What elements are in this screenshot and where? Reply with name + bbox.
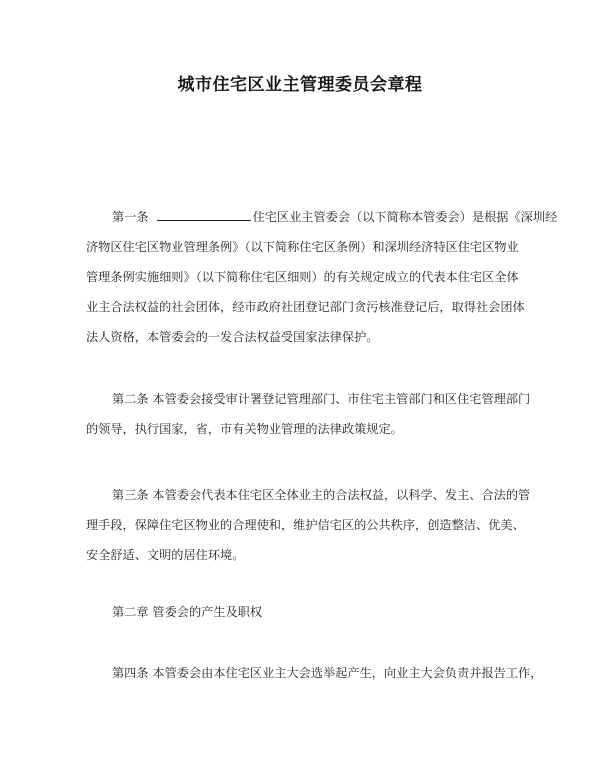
article-2-line-1: 第二条 本管委会接受审计署登记管理部门、市住宅主管部门和区住宅管理部门 — [112, 392, 531, 406]
article-1 — [86, 202, 558, 352]
article-1-line-1-text: 住宅区业主管委会（以下简称本管委会）是根据《深圳经 — [252, 210, 558, 224]
article-1-line-1 — [86, 202, 558, 232]
document-title: 城市住宅区业主管理委员会章程 — [177, 75, 423, 95]
blank-fill-line — [157, 208, 251, 221]
article-4-line-1: 第四条 本管委会由本住宅区业主大会选举起产生，向业主大会负责并报告工作， — [112, 666, 543, 680]
article-3-line-3: 安全舒适、文明的居住环境。 — [86, 548, 245, 562]
article-1-line-3: 管理条例实施细则》（以下简称住宅区细则）的有关规定成立的代表本住宅区全体 — [86, 270, 519, 284]
article-3-line-1: 第三条 本管委会代表本住宅区全体业主的合法权益，以科学、发主、合法的管 — [112, 488, 531, 502]
article-1-line-4: 业主合法权益的社会团体，经市政府社团登记部门贪污核准登记后，取得社会团体 — [86, 300, 525, 314]
article-2 — [86, 384, 531, 444]
article-3-line-2: 理手段，保障住宅区物业的合理使和，维护信宅区的公共秩序，创造整洁、优美、 — [86, 518, 525, 532]
article-1-line-5: 法人资格，本管委会的一发合法权益受国家法律保护。 — [86, 330, 379, 344]
article-2-line-2: 的领导，执行国家，省，市有关物业管理的法律政策规定。 — [86, 422, 403, 436]
article-4 — [86, 658, 543, 688]
chapter-2-heading: 第二章 管委会的产生及职权 — [112, 605, 263, 619]
chapter-2 — [86, 597, 520, 627]
article-1-line-2: 济物区住宅区物业管理条例》（以下简称住宅区条例）和深圳经济特区住宅区物业 — [86, 240, 519, 254]
article-3 — [86, 480, 531, 570]
article-1-label: 第一条 — [112, 210, 149, 224]
